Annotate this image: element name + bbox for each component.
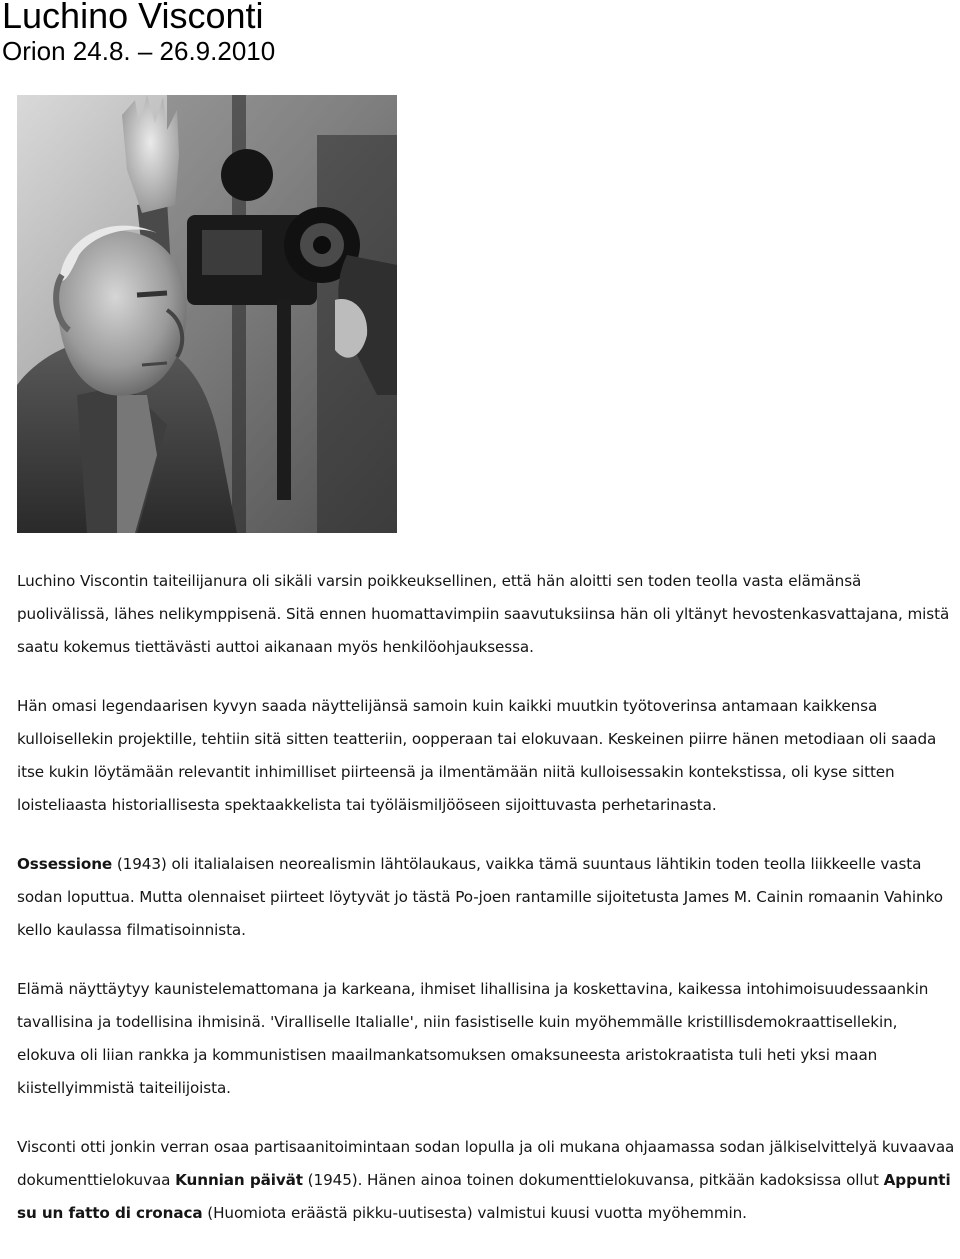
film-title-appunti: Appunti su un fatto di cronaca [17, 1171, 951, 1222]
article-body [17, 565, 957, 1256]
paragraph-5-text-c: (Huomiota eräästä pikku-uutisesta) valmistui kuusi vuotta myöhemmin. [202, 1204, 747, 1222]
portrait-photo-illustration [17, 95, 397, 533]
paragraph-3-text: (1943) oli italialaisen neorealismin lähtölaukaus, vaikka tämä suuntaus lähtikin toden teolla liikkeelle vasta sodan loputtua. Mutta olennaiset piirteet löytyvät jo tästä Po-joen rantamille sijoitetusta James M. Cainin romaanin Vahinko kello kaulassa filmatisoinnista. [17, 855, 943, 939]
film-title-kunnian-paivat: Kunnian päivät [175, 1171, 303, 1189]
paragraph-5-text-b: (1945). Hänen ainoa toinen dokumenttielokuvansa, pitkään kadoksissa ollut [302, 1171, 884, 1189]
paragraph-5-text-a: Visconti otti jonkin verran osaa partisaanitoimintaan sodan lopulla ja oli mukana ohjaamassa sodan jälkiselvittelyä kuvaavaa dokumenttielokuvaa [17, 1138, 955, 1189]
paragraph-1: Luchino Viscontin taiteilijanura oli sikäli varsin poikkeuksellinen, että hän aloitti sen toden teolla vasta elämänsä puolivälissä, lähes nelikymppisenä. Sitä ennen huomattavimpiin saavutuksiinsa hän oli yltänyt hevostenkasvattajana, mistä saatu kokemus tiettävästi auttoi aikanaan myös henkilöohjauksessa. [17, 572, 950, 656]
portrait-photo [17, 95, 397, 533]
film-title-ossessione: Ossessione [17, 855, 113, 873]
paragraph-3 [17, 848, 957, 947]
paragraph-2: Hän omasi legendaarisen kyvyn saada näyttelijänsä samoin kuin kaikki muutkin työtoverinsa antamaan kaikkensa kulloisellekin projektille, tehtiin sitä sitten teatteriin, oopperaan tai elokuvaan. Keskeinen piirre hänen metodiaan oli saada itse kukin löytämään relevantit inhimilliset piirteensä ja ilmentämään niitä kulloisessakin kontekstissa, oli kyse sitten loisteliaasta historiallisesta spektaakkelista tai työläismiljööseen sijoittuvasta perhetarinasta. [17, 697, 937, 814]
paragraph-4: Elämä näyttäytyy kaunistelemattomana ja karkeana, ihmiset lihallisina ja koskettavina, kaikessa intohimoisuudessaankin tavallisina ja todellisina ihmisinä. 'Viralliselle Italialle', niin fasistiselle kuin myöhemmälle kristillisdemokraattisellekin, elokuva oli liian rankka ja kommunistisen maailmankatsomuksen omaksuneesta aristokraatista tuli heti yksi maan kiistellyimmistä taiteilijoista. [17, 980, 929, 1097]
event-dates: Orion 24.8. – 26.9.2010 [2, 36, 276, 66]
page-title: Luchino Visconti [2, 0, 264, 36]
paragraph-5 [17, 1131, 957, 1230]
